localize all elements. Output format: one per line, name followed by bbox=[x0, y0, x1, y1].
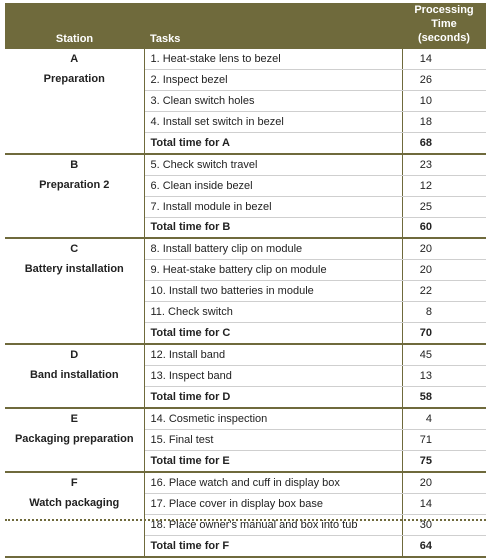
total-label: Total time for B bbox=[144, 217, 402, 238]
table-row bbox=[5, 49, 486, 69]
station-name: Preparation 2 bbox=[39, 178, 110, 191]
task-cell: 6. Clean inside bezel bbox=[144, 175, 402, 196]
total-label: Total time for D bbox=[144, 387, 402, 408]
total-value: 60 bbox=[402, 217, 486, 238]
time-cell: 20 bbox=[402, 472, 486, 493]
task-cell: 14. Cosmetic inspection bbox=[144, 408, 402, 429]
task-cell: 10. Install two batteries in module bbox=[144, 281, 402, 302]
total-value: 64 bbox=[402, 535, 486, 556]
total-label: Total time for E bbox=[144, 450, 402, 471]
bottom-dotted-rule bbox=[5, 519, 486, 521]
table-row bbox=[5, 344, 486, 365]
time-cell: 14 bbox=[402, 493, 486, 514]
table-row bbox=[5, 472, 486, 493]
station-letter: B bbox=[70, 158, 79, 171]
station-letter: A bbox=[70, 53, 79, 65]
station-name: Band installation bbox=[29, 369, 119, 382]
processing-time-table bbox=[5, 3, 486, 558]
task-cell: 17. Place cover in display box base bbox=[144, 493, 402, 514]
time-cell: 23 bbox=[402, 154, 486, 175]
time-cell: 14 bbox=[402, 49, 486, 69]
total-label: Total time for A bbox=[144, 132, 402, 153]
total-label: Total time for C bbox=[144, 323, 402, 344]
task-cell: 15. Final test bbox=[144, 429, 402, 450]
station-cell bbox=[5, 49, 144, 154]
station-name: Preparation bbox=[43, 73, 105, 85]
time-cell: 22 bbox=[402, 281, 486, 302]
time-cell: 71 bbox=[402, 429, 486, 450]
time-cell: 30 bbox=[402, 514, 486, 535]
table-row bbox=[5, 154, 486, 175]
task-cell: 18. Place owner's manual and box into tub bbox=[144, 514, 402, 535]
task-cell: 2. Inspect bezel bbox=[144, 69, 402, 90]
header-station: Station bbox=[55, 33, 94, 45]
time-cell: 20 bbox=[402, 260, 486, 281]
table-body bbox=[5, 49, 486, 557]
station-cell bbox=[5, 238, 144, 344]
station-letter: C bbox=[70, 243, 79, 256]
time-cell: 18 bbox=[402, 111, 486, 132]
station-cell bbox=[5, 408, 144, 472]
task-cell: 9. Heat-stake battery clip on module bbox=[144, 260, 402, 281]
time-cell: 4 bbox=[402, 408, 486, 429]
task-cell: 11. Check switch bbox=[144, 302, 402, 323]
time-cell: 45 bbox=[402, 344, 486, 365]
station-cell bbox=[5, 344, 144, 408]
header-time-line1: Processing Time bbox=[414, 4, 474, 30]
time-cell: 10 bbox=[402, 90, 486, 111]
station-name: Packaging preparation bbox=[14, 432, 134, 445]
time-cell: 26 bbox=[402, 69, 486, 90]
task-cell: 13. Inspect band bbox=[144, 366, 402, 387]
time-cell: 12 bbox=[402, 175, 486, 196]
table-row bbox=[5, 238, 486, 259]
task-cell: 8. Install battery clip on module bbox=[144, 238, 402, 259]
station-cell bbox=[5, 154, 144, 239]
station-letter: D bbox=[70, 349, 79, 362]
station-letter: E bbox=[70, 412, 78, 425]
total-value: 58 bbox=[402, 387, 486, 408]
task-cell: 5. Check switch travel bbox=[144, 154, 402, 175]
total-value: 75 bbox=[402, 450, 486, 471]
header-tasks: Tasks bbox=[150, 33, 181, 45]
task-cell: 4. Install set switch in bezel bbox=[144, 111, 402, 132]
header-time-line2: (seconds) bbox=[418, 32, 470, 44]
task-cell: 3. Clean switch holes bbox=[144, 90, 402, 111]
time-cell: 25 bbox=[402, 196, 486, 217]
station-letter: F bbox=[70, 476, 78, 489]
total-label: Total time for F bbox=[144, 535, 402, 556]
station-cell bbox=[5, 472, 144, 557]
station-name: Watch packaging bbox=[29, 496, 120, 509]
total-value: 68 bbox=[402, 132, 486, 153]
processing-time-table-container bbox=[5, 3, 486, 558]
time-cell: 20 bbox=[402, 238, 486, 259]
time-cell: 8 bbox=[402, 302, 486, 323]
total-value: 70 bbox=[402, 323, 486, 344]
table-header bbox=[5, 3, 486, 49]
task-cell: 7. Install module in bezel bbox=[144, 196, 402, 217]
task-cell: 12. Install band bbox=[144, 344, 402, 365]
header-processing-time bbox=[402, 3, 486, 49]
task-cell: 1. Heat-stake lens to bezel bbox=[144, 49, 402, 69]
header-row bbox=[5, 3, 486, 49]
table-row bbox=[5, 408, 486, 429]
station-name: Battery installation bbox=[24, 263, 124, 276]
task-cell: 16. Place watch and cuff in display box bbox=[144, 472, 402, 493]
time-cell: 13 bbox=[402, 366, 486, 387]
